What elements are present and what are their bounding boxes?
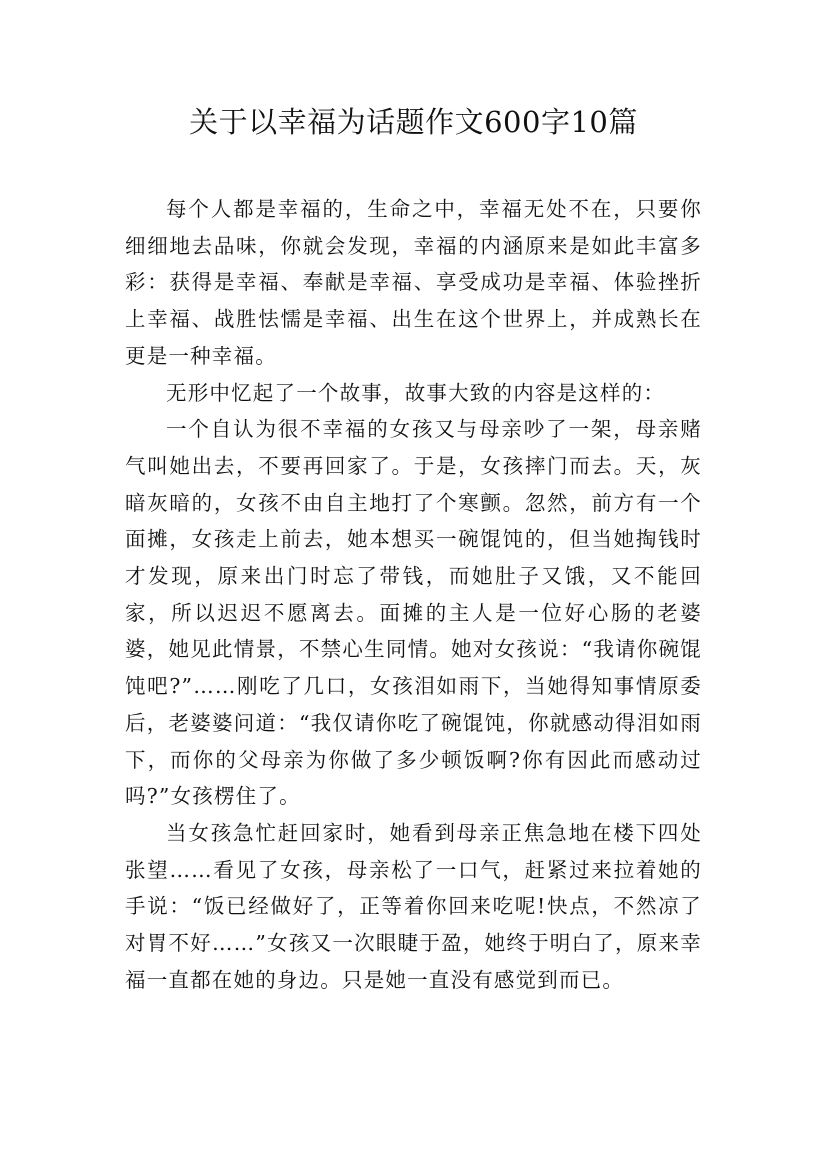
document-title: 关于以幸福为话题作文600字10篇 xyxy=(189,105,638,139)
paragraph-intro: 每个人都是幸福的，生命之中，幸福无处不在，只要你细细地去品味，你就会发现，幸福的内涵原来是如此丰富多彩：获得是幸福、奉献是幸福、享受成功是幸福、体验挫折上幸福、战胜怯懦是幸福、出生在这个世界上，并成熟长在更是一种幸福。 xyxy=(125,197,702,368)
paragraph-story-lead: 无形中忆起了一个故事，故事大致的内容是这样的： xyxy=(166,380,666,405)
document-body xyxy=(125,191,702,998)
paragraph-story: 一个自认为很不幸福的女孩又与母亲吵了一架，母亲赌气叫她出去，不要再回家了。于是，女孩摔门而去。天，灰暗灰暗的，女孩不由自主地打了个寒颤。忽然，前方有一个面摊，女孩走上前去，她本想买一碗馄饨的，但当她掏钱时才发现，原来出门时忘了带钱，而她肚子又饿，又不能回家，所以迟迟不愿离去。面摊的主人是一位好心肠的老婆婆，她见此情景，不禁心生同情。她对女孩说：“我请你碗馄饨吧?”……刚吃了几口，女孩泪如雨下，当她得知事情原委后，老婆婆问道：“我仅请你吃了碗馄饨，你就感动得泪如雨下，而你的父母亲为你做了多少顿饭啊?你有因此而感动过吗?”女孩楞住了。 xyxy=(125,417,702,809)
paragraph-ending: 当女孩急忙赶回家时，她看到母亲正焦急地在楼下四处张望……看见了女孩，母亲松了一口气，赶紧过来拉着她的手说：“饭已经做好了，正等着你回来吃呢!快点，不然凉了对胃不好……”女孩又一次眼睫于盈，她终于明白了，原来幸福一直都在她的身边。只是她一直没有感觉到而已。 xyxy=(125,820,702,992)
